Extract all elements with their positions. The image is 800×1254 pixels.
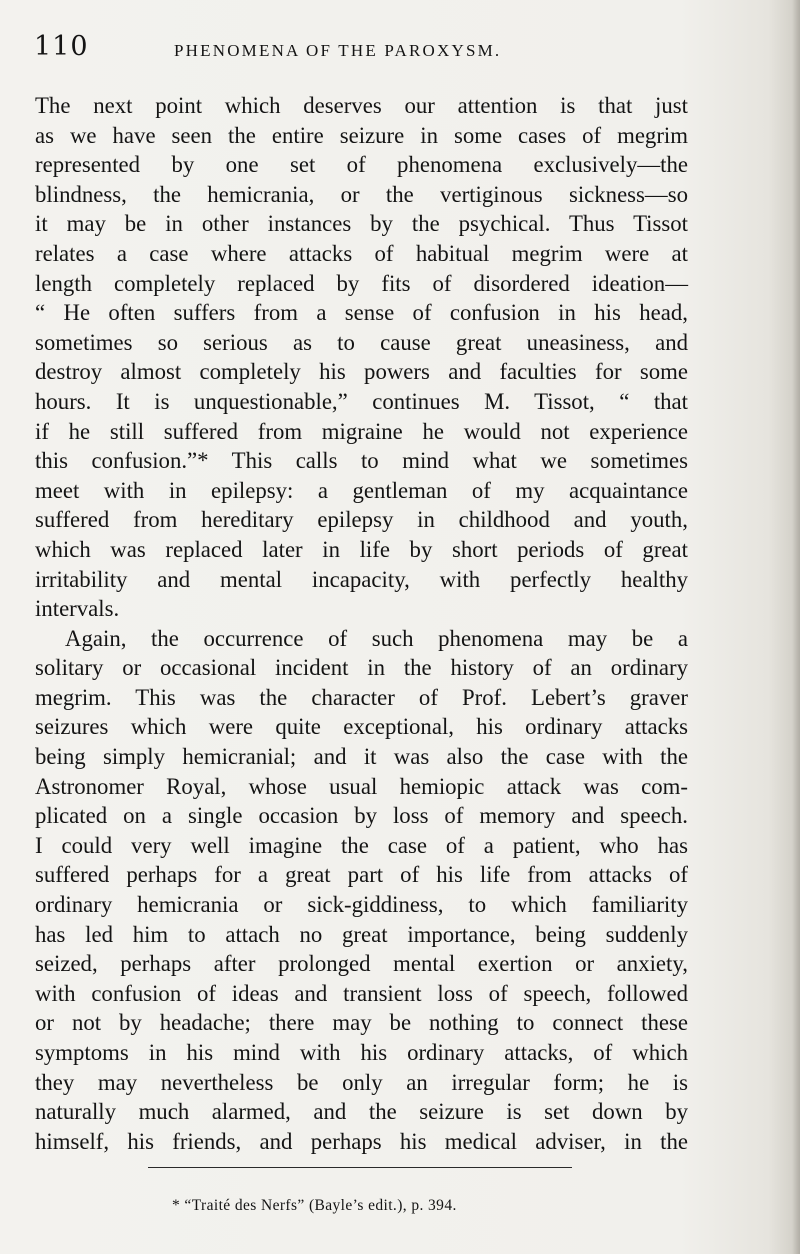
text-line: which was replaced later in life by short periods of great [35,536,688,562]
text-line: meet with in epilepsy: a gentleman of my acquaintance [35,477,688,503]
text-line: seized, perhaps after prolonged mental exertion or anxiety, [35,951,688,977]
text-line: hours. It is unquestionable,” continues M. Tissot, “ that [35,388,688,414]
footnote-rule [148,1167,572,1168]
text-line: with confusion of ideas and transient loss of speech, followed [35,980,688,1006]
text-line: plicated on a single occasion by loss of memory and speech. [35,803,688,829]
text-line: suffered perhaps for a great part of his life from attacks of [35,862,688,888]
page-edge-shadow [792,0,800,1254]
page-header [34,30,734,70]
text-line: represented by one set of phenomena exclusively—the [35,152,688,178]
text-line: symptoms in his mind with his ordinary attacks, of which [35,1040,688,1065]
text-line: length completely replaced by fits of disordered ideation— [35,270,688,296]
text-line: intervals. [35,596,120,622]
page-number: 110 [34,31,89,62]
text-line: sometimes so serious as to cause great uneasiness, and [35,329,688,355]
body-text [35,91,688,1156]
text-line: if he still suffered from migraine he would not experience [35,418,688,444]
paragraph-1 [35,91,688,624]
text-line: seizures which were quite exceptional, his ordinary attacks [35,714,688,740]
text-line: The next point which deserves our attention is that just [35,93,688,118]
text-line: has led him to attach no great importance, being suddenly [35,921,688,947]
text-line: as we have seen the entire seizure in some cases of megrim [35,122,688,148]
footnote: * “Traité des Nerfs” (Bayle’s edit.), p. 394. [172,1197,457,1214]
text-line: Again, the occurrence of such phenomena may be a [65,625,688,651]
text-line: himself, his friends, and perhaps his medical adviser, in the [35,1128,688,1154]
text-line: Astronomer Royal, whose usual hemiopic attack was com- [35,773,688,799]
text-line: naturally much alarmed, and the seizure is set down by [35,1099,688,1125]
text-line: “ He often suffers from a sense of confusion in his head, [35,300,688,326]
text-line: megrim. This was the character of Prof. Lebert’s graver [35,684,688,710]
running-head: PHENOMENA OF THE PAROXYSM. [174,41,502,60]
paragraph-2 [35,624,688,1157]
text-line: ordinary hemicrania or sick-giddiness, to which familiarity [35,892,688,918]
text-line: they may nevertheless be only an irregular form; he is [35,1069,688,1095]
text-line: irritability and mental incapacity, with perfectly healthy [35,566,688,592]
text-line: or not by headache; there may be nothing to connect these [35,1010,688,1036]
text-line: I could very well imagine the case of a patient, who has [35,832,688,858]
text-line: relates a case where attacks of habitual megrim were at [35,240,688,266]
text-line: destroy almost completely his powers and faculties for some [35,359,688,385]
text-line: suffered from hereditary epilepsy in childhood and youth, [35,507,688,533]
text-line: being simply hemicranial; and it was also the case with the [35,744,688,770]
text-line: solitary or occasional incident in the history of an ordinary [35,655,688,681]
text-line: this confusion.”* This calls to mind what we sometimes [35,448,688,474]
text-line: blindness, the hemicrania, or the vertiginous sickness—so [35,181,688,207]
text-line: it may be in other instances by the psychical. Thus Tissot [35,211,688,237]
